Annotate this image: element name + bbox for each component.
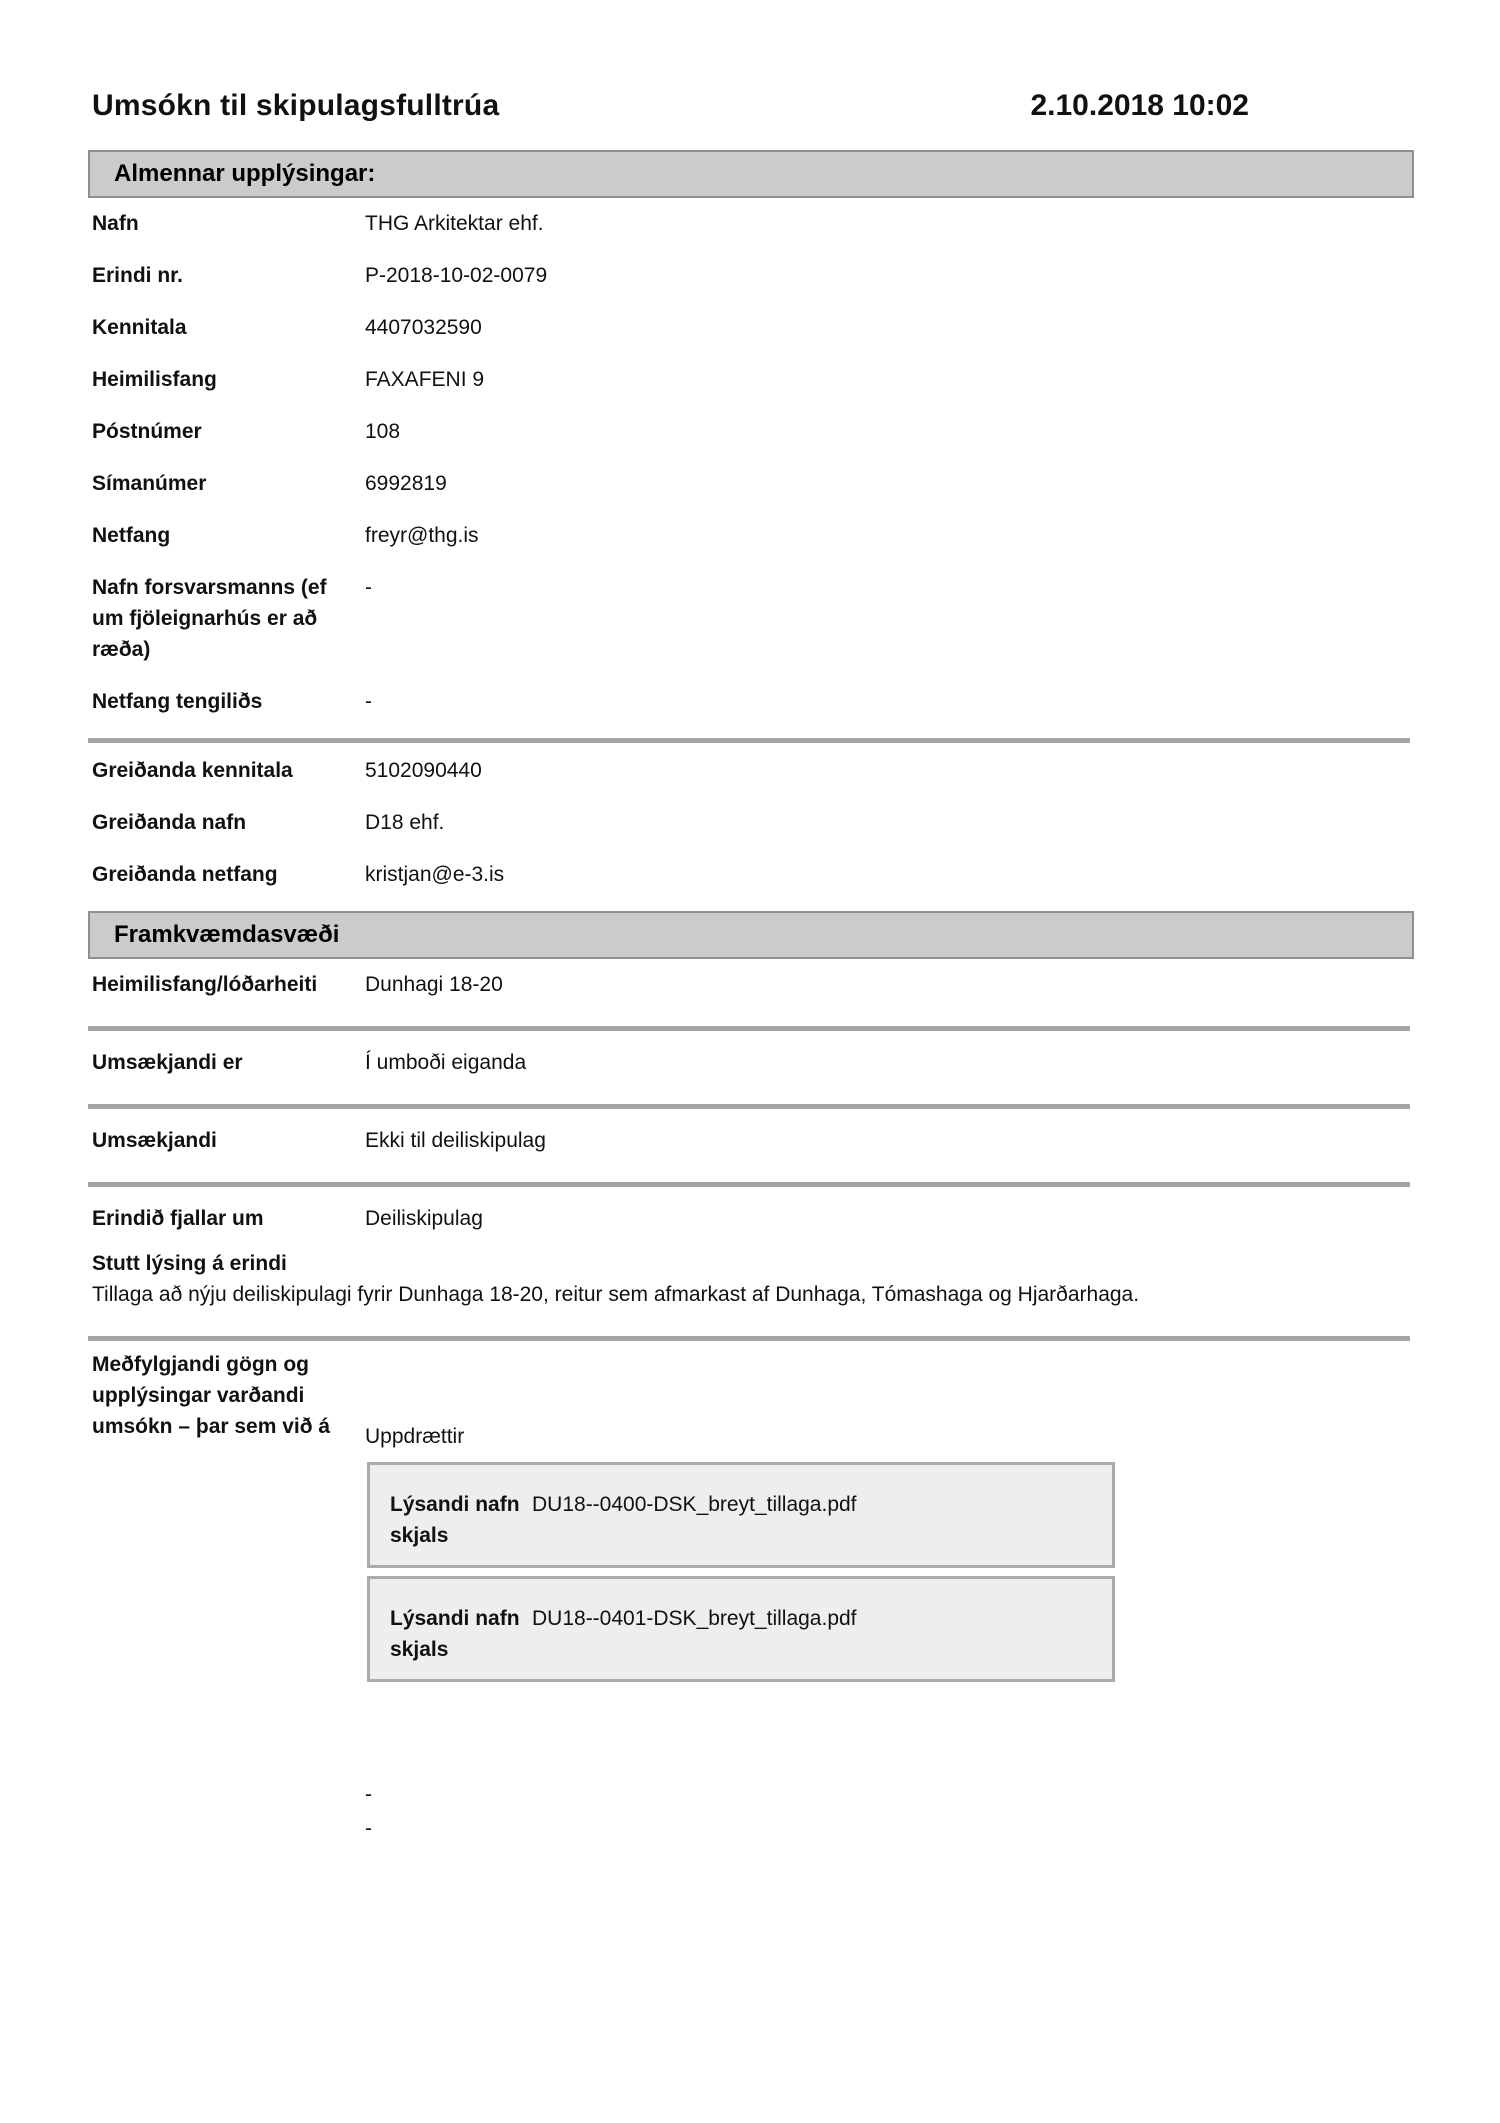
field-value: Í umboði eiganda <box>365 1051 527 1074</box>
field-label: Umsækjandi er <box>92 1051 243 1074</box>
empty-field-values <box>365 1778 1414 1846</box>
field-value: THG Arkitektar ehf. <box>365 212 544 235</box>
attachment-file-box <box>367 1576 1115 1682</box>
field-row-lodarheiti <box>88 969 1414 1000</box>
general-info-fields <box>88 198 1414 717</box>
attachments-category-label: Uppdrættir <box>365 1425 465 1448</box>
field-value: Deiliskipulag <box>365 1207 483 1230</box>
field-divider <box>88 1026 1410 1031</box>
field-row-nafn-forsvarsmanns <box>88 572 1414 665</box>
project-area-fields <box>88 959 1414 1234</box>
field-label: Póstnúmer <box>92 420 202 443</box>
field-row-netfang-tengilids <box>88 686 1414 717</box>
attachments-row <box>88 1349 1414 1682</box>
field-divider <box>88 1182 1410 1187</box>
file-descriptive-name-label: Lýsandi nafn skjals <box>390 1493 520 1547</box>
attachments-value-area <box>365 1349 1414 1682</box>
field-label: Símanúmer <box>92 472 207 495</box>
field-label: Erindið fjallar um <box>92 1207 264 1230</box>
short-description-block <box>88 1248 1414 1310</box>
field-label: Kennitala <box>92 316 187 339</box>
field-value: - <box>365 576 372 599</box>
section-divider <box>88 738 1410 743</box>
field-row-erindi-nr <box>88 260 1414 291</box>
field-row-umsaekjandi-er <box>88 1047 1414 1078</box>
field-value: 5102090440 <box>365 759 482 782</box>
field-value: freyr@thg.is <box>365 524 479 547</box>
short-description-text: Tillaga að nýju deiliskipulagi fyrir Dunhaga 18-20, reitur sem afmarkast af Dunhaga, Tómashaga og Hjarðarhaga. <box>92 1283 1140 1306</box>
document-header <box>92 0 1414 124</box>
field-row-heimilisfang <box>88 364 1414 395</box>
document-content <box>88 0 1414 1846</box>
section-header-general-info: Almennar upplýsingar: <box>88 150 1414 198</box>
field-row-greidanda-kennitala <box>88 755 1414 786</box>
page-title: Umsókn til skipulagsfulltrúa <box>92 89 500 122</box>
field-label: Greiðanda kennitala <box>92 759 293 782</box>
file-descriptive-name-label: Lýsandi nafn skjals <box>390 1607 520 1661</box>
field-value: - <box>365 690 372 713</box>
field-value: Dunhagi 18-20 <box>365 973 503 996</box>
attachment-file-name: DU18--0401-DSK_breyt_tillaga.pdf <box>532 1607 857 1630</box>
empty-field-value: - <box>365 1783 372 1806</box>
field-value: 4407032590 <box>365 316 482 339</box>
attachment-file-name: DU18--0400-DSK_breyt_tillaga.pdf <box>532 1493 857 1516</box>
field-row-erindid-fjallar-um <box>88 1203 1414 1234</box>
attachments-label: Meðfylgjandi gögn og upplýsingar varðandi umsókn – þar sem við á <box>92 1353 331 1438</box>
field-value: FAXAFENI 9 <box>365 368 485 391</box>
field-value: kristjan@e-3.is <box>365 863 505 886</box>
section-header-project-area: Framkvæmdasvæði <box>88 911 1414 959</box>
field-row-greidanda-nafn <box>88 807 1414 838</box>
field-row-greidanda-netfang <box>88 859 1414 890</box>
field-label: Umsækjandi <box>92 1129 217 1152</box>
field-label: Netfang tengiliðs <box>92 690 263 713</box>
field-label: Netfang <box>92 524 171 547</box>
field-label: Nafn <box>92 212 139 235</box>
field-value: 108 <box>365 420 401 443</box>
field-row-simanumer <box>88 468 1414 499</box>
short-description-label: Stutt lýsing á erindi <box>92 1252 287 1275</box>
document-datetime: 2.10.2018 10:02 <box>1030 89 1249 122</box>
field-label: Heimilisfang <box>92 368 217 391</box>
field-row-postnumer <box>88 416 1414 447</box>
field-value: P-2018-10-02-0079 <box>365 264 548 287</box>
field-row-umsaekjandi <box>88 1125 1414 1156</box>
section-divider <box>88 1336 1410 1341</box>
field-divider <box>88 1104 1410 1109</box>
field-label: Greiðanda nafn <box>92 811 247 834</box>
field-value: D18 ehf. <box>365 811 445 834</box>
field-row-nafn <box>88 208 1414 239</box>
empty-field-value: - <box>365 1817 372 1840</box>
field-row-netfang <box>88 520 1414 551</box>
field-label: Greiðanda netfang <box>92 863 278 886</box>
field-label: Nafn forsvarsmanns (ef um fjöleignarhús er að ræða) <box>92 576 327 661</box>
attachment-file-box <box>367 1462 1115 1568</box>
payer-fields <box>88 755 1414 890</box>
field-value: 6992819 <box>365 472 447 495</box>
field-row-kennitala <box>88 312 1414 343</box>
field-label: Heimilisfang/lóðarheiti <box>92 973 318 996</box>
field-value: Ekki til deiliskipulag <box>365 1129 546 1152</box>
field-label: Erindi nr. <box>92 264 184 287</box>
